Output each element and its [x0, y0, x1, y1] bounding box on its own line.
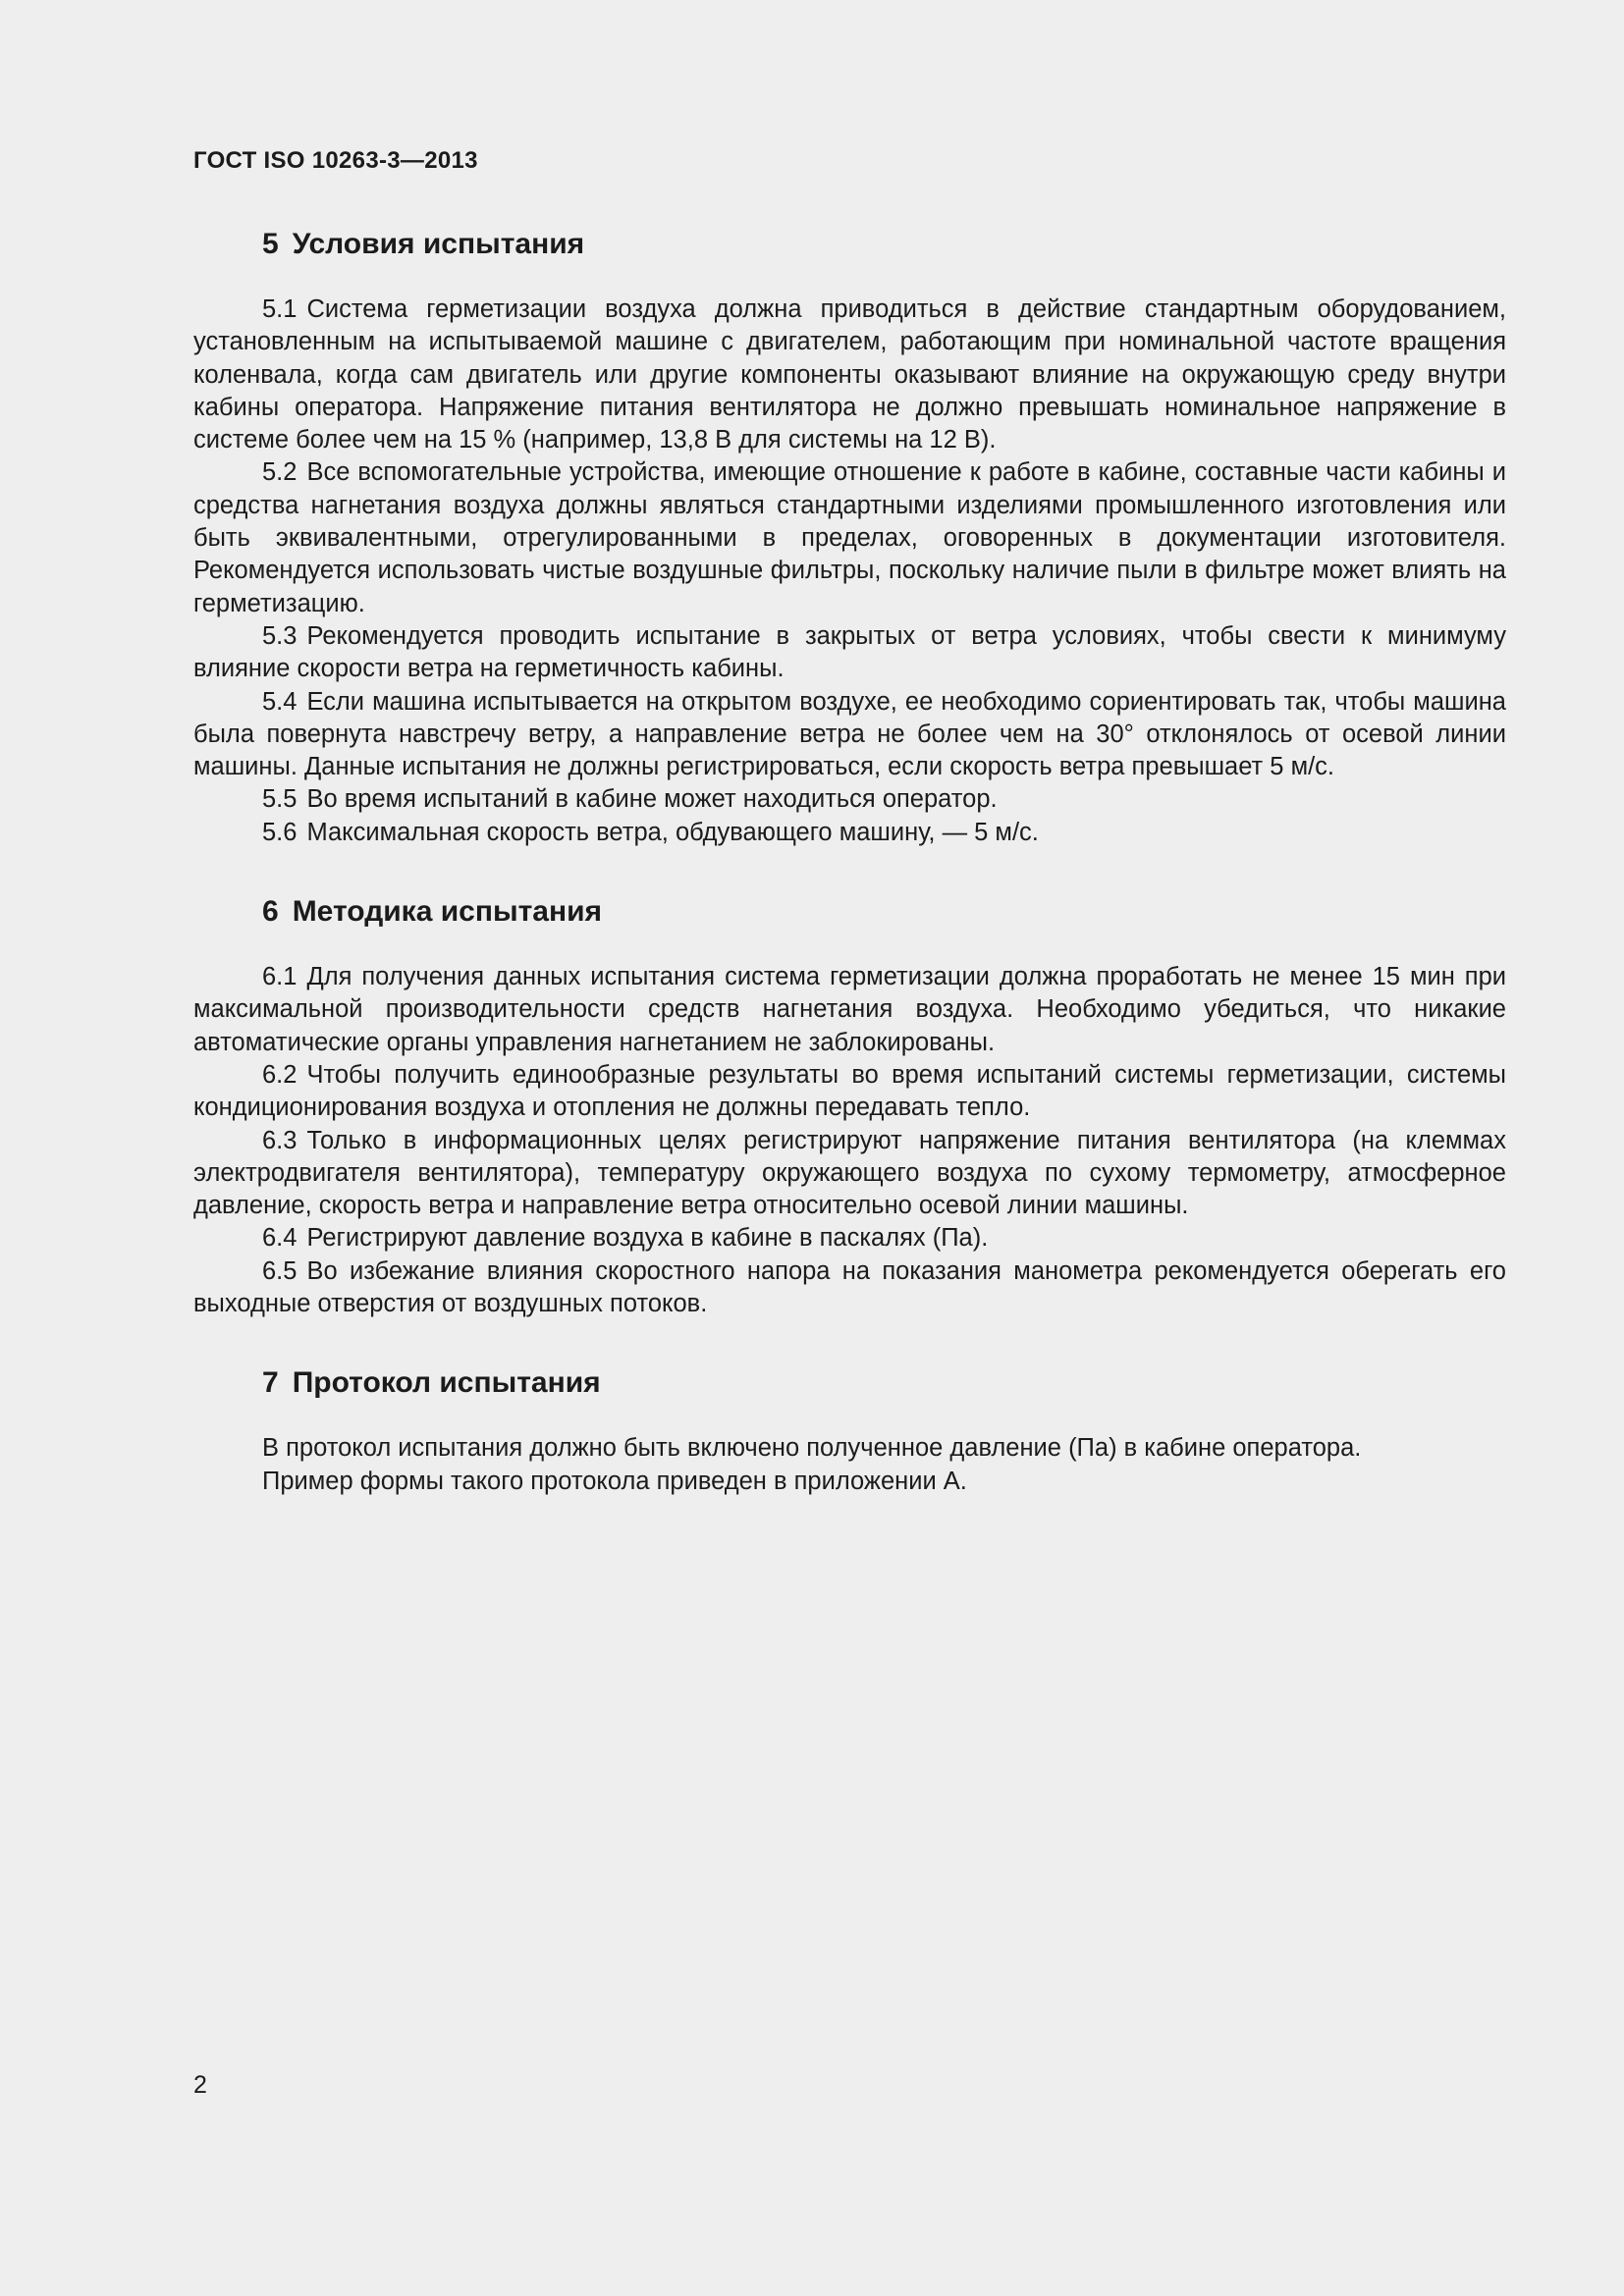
paragraph [193, 783, 1506, 816]
section-5 [193, 221, 1506, 849]
paragraph [193, 620, 1506, 686]
section-heading [262, 221, 1506, 268]
document-body [193, 221, 1506, 1498]
paragraph-text: Во время испытаний в кабине может находиться оператор. [306, 785, 998, 814]
section-heading [262, 888, 1506, 935]
paragraph-number: 6.1 [262, 963, 298, 991]
paragraph-number: 5.3 [262, 621, 298, 650]
section-heading [262, 1360, 1506, 1407]
section-7 [193, 1360, 1506, 1498]
paragraph-text: В протокол испытания должно быть включено полученное давление (Па) в кабине оператора. [262, 1434, 1362, 1463]
paragraph-text: Все вспомогательные устройства, имеющие отношение к работе в кабине, составные части кабины и средства нагнетания воздуха должны являться стандартными изделиями промышленного изготовления или быть эквивалентными, отрегулированными в пределах, оговоренных в документации изготовителя. Рекомендуется использовать чистые воздушные фильтры, поскольку наличие пыли в фильтре может влиять на герметизацию. [193, 458, 1506, 617]
paragraph [193, 1222, 1506, 1255]
paragraph-text: Пример формы такого протокола приведен в приложении А. [262, 1467, 967, 1495]
paragraph-number: 5.1 [262, 295, 298, 323]
paragraph-text: Чтобы получить единообразные результаты во время испытаний системы герметизации, системы кондиционирования воздуха и отопления не должны передавать тепло. [193, 1060, 1506, 1122]
page-number: 2 [193, 2071, 207, 2099]
paragraph [193, 1255, 1506, 1321]
section-number: 6 [262, 895, 279, 929]
section-number: 7 [262, 1366, 279, 1400]
section-title: Методика испытания [292, 895, 603, 929]
paragraph-number: 6.5 [262, 1256, 298, 1285]
paragraph-text: Максимальная скорость ветра, обдувающего машину, — 5 м/с. [306, 818, 1039, 846]
paragraph-number: 6.4 [262, 1224, 298, 1253]
paragraph-text: Если машина испытывается на открытом воздухе, ее необходимо сориентировать так, чтобы машина была повернута навстречу ветру, а направление ветра не более чем на 30° отклонялось от осевой линии машины. Данные испытания не должны регистрироваться, если скорость ветра превышает 5 м/с. [193, 687, 1506, 781]
paragraph-text: Регистрируют давление воздуха в кабине в паскалях (Па). [306, 1224, 989, 1253]
paragraph-number: 6.3 [262, 1126, 298, 1154]
paragraph [193, 1059, 1506, 1125]
paragraph-number: 5.6 [262, 818, 298, 846]
paragraph-text: Система герметизации воздуха должна приводиться в действие стандартным оборудованием, установленным на испытываемой машине с двигателем, работающим при номинальной частоте вращения коленвала, когда сам двигатель или другие компоненты оказывают влияние на окружающую среду внутри кабины оператора. Напряжение питания вентилятора не должно превышать номинальное напряжение в системе более чем на 15 % (например, 13,8 В для системы на 12 В). [193, 295, 1506, 454]
paragraph-text: Для получения данных испытания система герметизации должна проработать не менее 15 мин при максимальной производительности средств нагнетания воздуха. Необходимо убедиться, что никакие автоматические органы управления нагнетанием не заблокированы. [193, 963, 1506, 1056]
paragraph [193, 456, 1506, 619]
paragraph-text: Только в информационных целях регистрируют напряжение питания вентилятора (на клеммах электродвигателя вентилятора), температуру окружающего воздуха по сухому термометру, атмосферное давление, скорость ветра и направление ветра относительно осевой линии машины. [193, 1126, 1506, 1220]
paragraph [193, 294, 1506, 456]
section-6 [193, 888, 1506, 1320]
paragraph [193, 817, 1506, 849]
section-number: 5 [262, 228, 279, 260]
paragraph-number: 6.2 [262, 1060, 298, 1089]
paragraph [193, 1125, 1506, 1223]
section-title: Протокол испытания [292, 1366, 601, 1400]
paragraph [193, 1466, 1506, 1498]
paragraph-text: Во избежание влияния скоростного напора на показания манометра рекомендуется оберегать его выходные отверстия от воздушных потоков. [193, 1256, 1506, 1318]
paragraph [193, 1432, 1506, 1465]
paragraph-number: 5.4 [262, 687, 298, 716]
document-header: ГОСТ ISO 10263-3—2013 [193, 147, 478, 174]
paragraph-number: 5.5 [262, 785, 298, 814]
paragraph [193, 961, 1506, 1059]
section-title: Условия испытания [292, 228, 585, 260]
paragraph-text: Рекомендуется проводить испытание в закрытых от ветра условиях, чтобы свести к минимуму влияние скорости ветра на герметичность кабины. [193, 621, 1506, 683]
paragraph [193, 686, 1506, 784]
paragraph-number: 5.2 [262, 458, 298, 487]
